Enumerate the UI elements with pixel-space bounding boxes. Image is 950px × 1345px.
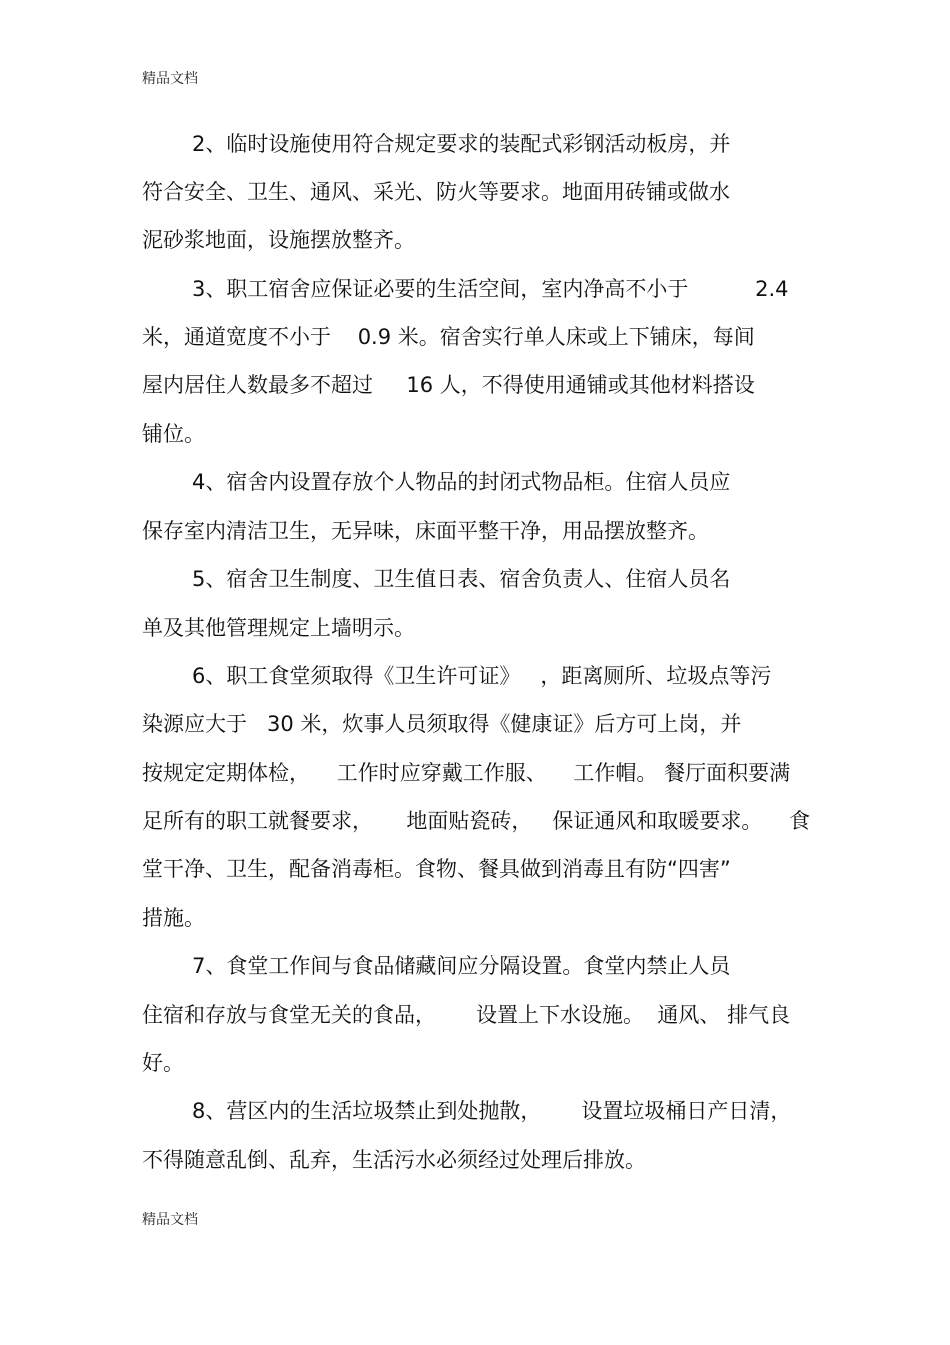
paragraph-line: 保存室内清洁卫生，无异味，床面平整干净，用品摆放整齐。 [142, 519, 709, 543]
paragraph-line: 按规定定期体检， 工作时应穿戴工作服、 工作帽。 餐厅面积要满 [142, 761, 791, 785]
paragraph-line: 8、营区内的生活垃圾禁止到处抛散， 设置垃圾桶日产日清， [192, 1099, 792, 1123]
paragraph-line: 染源应大于 30 米，炊事人员须取得《健康证》后方可上岗，并 [142, 712, 742, 736]
paragraph-line: 好。 [142, 1051, 184, 1075]
page-header: 精品文档 [142, 71, 198, 87]
paragraph-line: 2、临时设施使用符合规定要求的装配式彩钢活动板房，并 [192, 132, 731, 156]
paragraph-line: 米，通道宽度不小于 0.9 米。宿舍实行单人床或上下铺床，每间 [142, 325, 755, 349]
paragraph-line: 措施。 [142, 906, 205, 930]
page-footer: 精品文档 [142, 1212, 198, 1228]
paragraph-line: 堂干净、卫生，配备消毒柜。食物、餐具做到消毒且有防“四害” [142, 857, 731, 881]
paragraph-line: 符合安全、卫生、通风、采光、防火等要求。地面用砖铺或做水 [142, 180, 730, 204]
paragraph-line: 5、宿舍卫生制度、卫生值日表、宿舍负责人、住宿人员名 [192, 567, 731, 591]
paragraph-line: 泥砂浆地面，设施摆放整齐。 [142, 228, 415, 252]
paragraph-line: 单及其他管理规定上墙明示。 [142, 616, 415, 640]
paragraph-line: 不得随意乱倒、乱弃，生活污水必须经过处理后排放。 [142, 1148, 646, 1172]
paragraph-line: 足所有的职工就餐要求， 地面贴瓷砖， 保证通风和取暖要求。 食 [142, 809, 811, 833]
paragraph-line: 住宿和存放与食堂无关的食品， 设置上下水设施。 通风、 排气良 [142, 1003, 791, 1027]
paragraph-line: 7、食堂工作间与食品储藏间应分隔设置。食堂内禁止人员 [192, 954, 731, 978]
paragraph-line: 6、职工食堂须取得《卫生许可证》 ，距离厕所、垃圾点等污 [192, 664, 772, 688]
paragraph-line: 3、职工宿舍应保证必要的生活空间，室内净高不小于 2.4 [192, 277, 789, 301]
paragraph-line: 屋内居住人数最多不超过 16 人，不得使用通铺或其他材料搭设 [142, 373, 755, 397]
paragraph-line: 4、宿舍内设置存放个人物品的封闭式物品柜。住宿人员应 [192, 470, 731, 494]
paragraph-line: 铺位。 [142, 422, 205, 446]
